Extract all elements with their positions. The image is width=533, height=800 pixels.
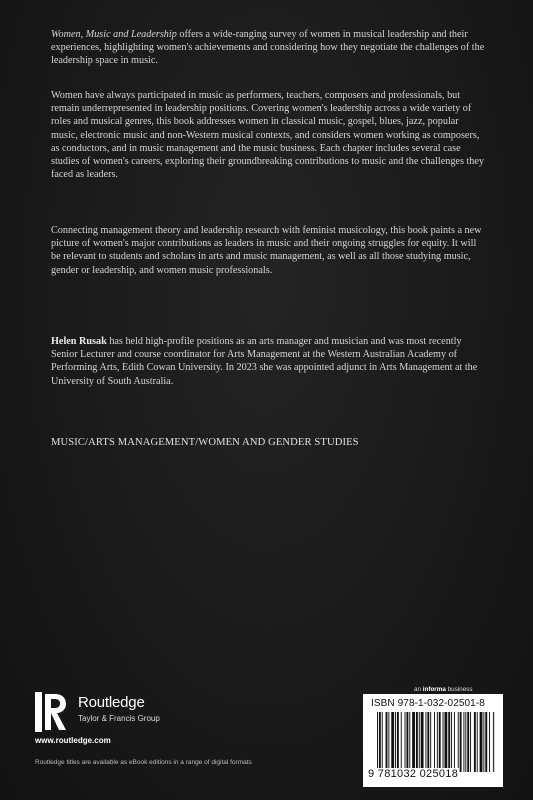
barcode-bar <box>460 712 462 772</box>
barcode-bar <box>467 712 469 772</box>
barcode-bar <box>470 712 471 772</box>
barcode-bar <box>437 712 438 772</box>
informa-prefix: an <box>414 686 423 693</box>
barcode-bar <box>421 712 424 772</box>
author-bio <box>51 335 487 388</box>
subject-category: MUSIC/ARTS MANAGEMENT/WOMEN AND GENDER STUDIES <box>51 437 359 448</box>
description-paragraph-1-text: offers a wide-ranging survey of women in musical leadership and their experiences, highlighting women's achievements and considering how they negotiate the challenges of the leadership space in music. <box>51 29 485 67</box>
informa-suffix: business <box>445 686 473 693</box>
barcode-bar <box>401 712 402 772</box>
barcode-bar <box>477 712 478 772</box>
barcode-bar <box>480 712 483 772</box>
barcode-bar <box>388 712 389 772</box>
description-paragraph-2: Women have always participated in music as performers, teachers, composers and professionals, but remain underrepresented in leadership positions. Covering women's leadership across a wide variety of roles and musical genres, this book addresses women in classical music, gospel, blues, jazz, popular music, electronic music and non-Western musical contexts, and considers women working as composers, as conductors, and in music management and the music business. Each chapter includes several case studies of women's careers, exploring their groundbreaking contributions to music and the challenges they faced as leaders. <box>51 90 484 181</box>
barcode-bar <box>444 712 447 772</box>
barcode-bar <box>489 712 490 772</box>
barcode-bar <box>493 712 494 772</box>
barcode-bar <box>412 712 415 772</box>
barcode-bar <box>443 712 444 772</box>
publisher-group: Taylor & Francis Group <box>78 714 160 723</box>
ebook-availability-note: Routledge titles are available as eBook editions in a range of digital formats <box>35 759 252 766</box>
barcode-bar <box>454 712 455 772</box>
barcode-bar <box>439 712 441 772</box>
barcode-bar <box>430 712 431 772</box>
barcode-bar <box>427 712 429 772</box>
barcode-bar <box>474 712 476 772</box>
barcode-bar <box>406 712 408 772</box>
author-bio-text: has held high-profile positions as an arts manager and musician and was most recently Senior Lecturer and course coordinator for Arts Management at the Western Australian Academy of Performing Arts, Edith Cowan University. In 2023 she was appointed adjunct in Arts Management at the University of South Australia. <box>51 336 478 387</box>
barcode-bar <box>397 712 399 772</box>
description-paragraph-3: Connecting management theory and leadership research with feminist musicology, this book paints a new picture of women's major contributions as leaders in music and their ongoing struggles for equity. It will be relevant to students and scholars in arts and music management, as well as all those studying music, gender or leadership, and women music professionals. <box>51 225 482 276</box>
isbn-barcode <box>363 694 503 787</box>
barcode-bar <box>448 712 450 772</box>
barcode-digits: 9 781032 025018 <box>368 768 459 780</box>
barcode-bar <box>419 712 420 772</box>
barcode-bar <box>463 712 464 772</box>
barcode-bar <box>465 712 466 772</box>
description-paragraph-1 <box>51 28 487 68</box>
barcode-bar <box>405 712 406 772</box>
informa-business-label <box>414 686 472 693</box>
publisher-name: Routledge <box>78 694 145 711</box>
barcode-bar <box>434 712 435 772</box>
barcode-bar <box>483 712 484 772</box>
barcode-bar <box>386 712 388 772</box>
barcode-bar <box>409 712 410 772</box>
isbn-label: ISBN 978-1-032-02501-8 <box>371 698 485 709</box>
barcode-bar <box>458 712 459 772</box>
barcode-bar <box>416 712 418 772</box>
barcode-bar <box>485 712 487 772</box>
informa-word: informa <box>422 686 446 693</box>
barcode-bar <box>395 712 396 772</box>
book-title: Women, Music and Leadership <box>51 29 177 40</box>
barcode-bar <box>451 712 452 772</box>
publisher-url: www.routledge.com <box>35 736 111 745</box>
author-name: Helen Rusak <box>51 336 107 347</box>
routledge-logo-icon <box>35 692 69 732</box>
barcode-bar <box>391 712 394 772</box>
barcode-bar <box>425 712 426 772</box>
barcode-bar <box>377 712 378 772</box>
barcode-bar <box>382 712 383 772</box>
barcode-icon <box>377 712 495 772</box>
barcode-bar <box>379 712 381 772</box>
